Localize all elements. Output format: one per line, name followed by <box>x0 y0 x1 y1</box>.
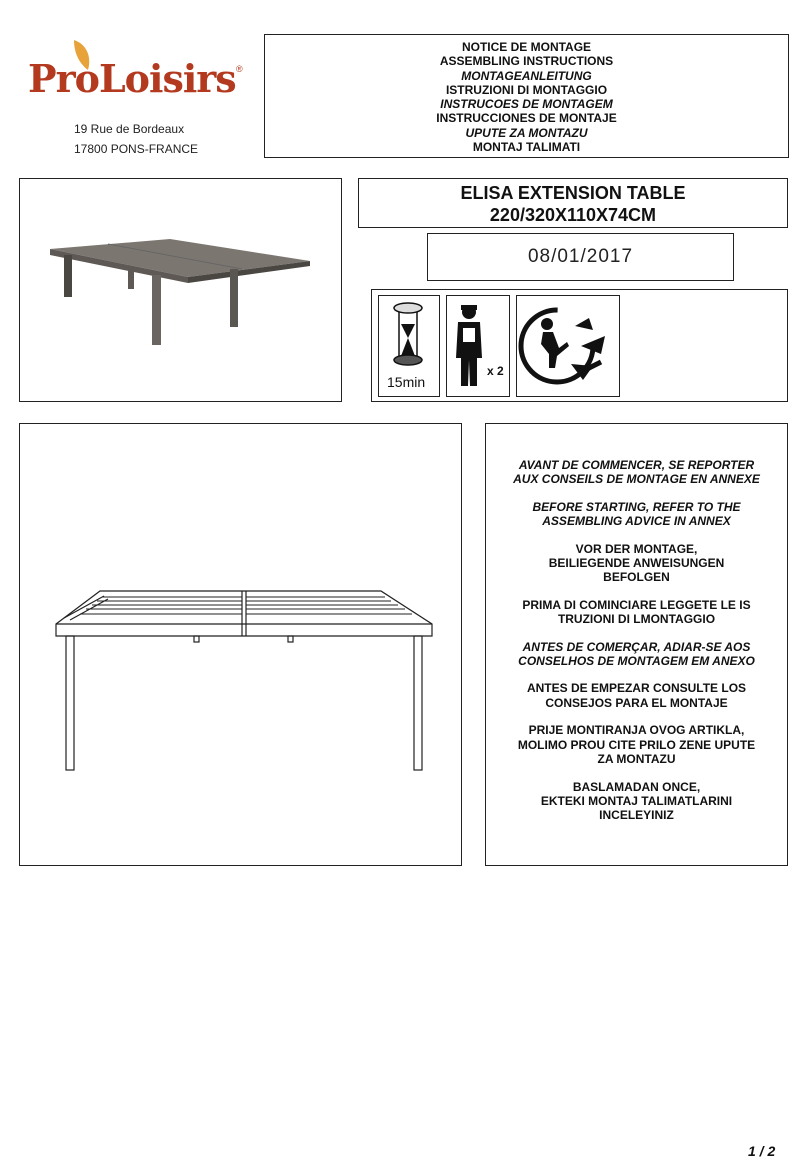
persons-required: x 2 <box>487 364 504 378</box>
product-name-line-1: ELISA EXTENSION TABLE <box>460 183 686 203</box>
title-line: NOTICE DE MONTAGE <box>461 40 592 54</box>
table-drawing-box <box>19 423 462 866</box>
title-line: INSTRUCCIONES DE MONTAJE <box>436 111 617 126</box>
date-box <box>427 233 734 281</box>
instruction-hr: PRIJE MONTIRANJA OVOG ARTIKLA, MOLIMO PROU CITE PRILO ZENE UPUTE ZA MONTAZU <box>517 723 756 767</box>
product-photo-box <box>19 178 342 402</box>
title-line: ASSEMBLING INSTRUCTIONS <box>439 54 614 69</box>
product-dimensions: 220/320X110X74CM <box>489 205 657 225</box>
assembly-time: 15min <box>387 374 426 390</box>
worker-icon <box>449 298 489 394</box>
title-line: ISTRUZIONI DI MONTAGGIO <box>445 82 608 97</box>
instructions-box <box>485 423 788 866</box>
address-line-1: 19 Rue de Bordeaux <box>74 122 185 136</box>
instruction-en: BEFORE STARTING, REFER TO THE ASSEMBLING ADVICE IN ANNEX <box>532 499 741 529</box>
hourglass-icon <box>379 298 439 373</box>
assembly-info-icons <box>371 289 788 402</box>
brand-name: ProLoisirs <box>28 56 236 101</box>
page-number: 1 / 2 <box>748 1143 776 1159</box>
document-date: 08/01/2017 <box>527 246 634 267</box>
title-line: UPUTE ZA MONTAZU <box>465 125 588 140</box>
recycle-cell <box>516 295 620 397</box>
brand-logo <box>22 36 252 156</box>
title-box <box>264 34 789 158</box>
registered-mark: ® <box>236 64 243 74</box>
title-lines <box>265 35 788 154</box>
title-line: MONTAGEANLEITUNG <box>461 68 592 83</box>
instruction-es: ANTES DE EMPEZAR CONSULTE LOS CONSEJOS PARA EL MONTAJE <box>526 681 747 710</box>
title-line: INSTRUCOES DE MONTAGEM <box>440 97 613 112</box>
instructions-list <box>486 458 787 823</box>
address-line-2: 17800 PONS-FRANCE <box>74 142 199 156</box>
instruction-it: PRIMA DI COMINCIARE LEGGETE LE IS TRUZIONI DI LMONTAGGIO <box>522 597 751 627</box>
recycle-icon <box>517 296 617 394</box>
product-name <box>359 182 787 226</box>
instruction-pt: ANTES DE COMERÇAR, ADIAR-SE AOS CONSELHOS DE MONTAGEM EM ANEXO <box>518 639 755 669</box>
instruction-de: VOR DER MONTAGE, BEILIEGENDE ANWEISUNGEN BEFOLGEN <box>548 541 725 585</box>
instruction-tr: BASLAMADAN ONCE, EKTEKI MONTAJ TALIMATLARINI INCELEYINIZ <box>540 779 733 823</box>
title-line: MONTAJ TALIMATI <box>472 140 581 155</box>
time-cell <box>378 295 440 397</box>
product-name-box <box>358 178 788 228</box>
table-line-drawing <box>20 424 460 864</box>
persons-cell <box>446 295 510 397</box>
instruction-fr: AVANT DE COMMENCER, SE REPORTER AUX CONSEILS DE MONTAGE EN ANNEXE <box>513 458 760 487</box>
product-photo <box>20 179 340 400</box>
